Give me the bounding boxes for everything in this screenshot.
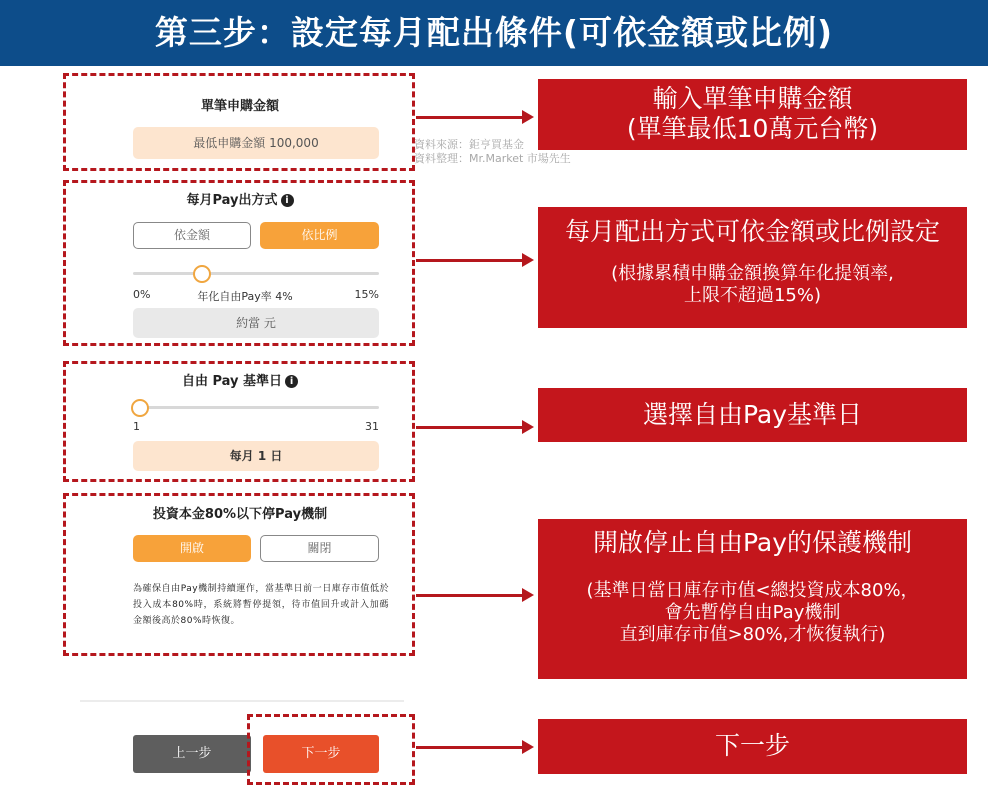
base-date-max-label: 31 (365, 420, 379, 433)
base-date-slider-handle[interactable] (131, 399, 149, 417)
annotation-next-title: 下一步 (714, 731, 790, 760)
stop-mechanism-title: 投資本金80%以下停Pay機制 (152, 507, 328, 522)
base-date-value: 每月 1 日 (133, 441, 379, 471)
arrow-4-head (522, 588, 534, 602)
payout-rate-slider-track[interactable] (133, 272, 379, 275)
annotation-payout-sub-2: 上限不超過15%) (683, 285, 822, 306)
slider-min-label: 0% (133, 288, 151, 301)
payout-rate-label: 年化自由Pay率 4% (197, 290, 293, 303)
base-date-slider-track[interactable] (133, 406, 379, 409)
annotation-amount-title: 輸入單筆申購金額 (652, 84, 853, 113)
next-step-button[interactable]: 下一步 (263, 735, 379, 773)
annotation-base-date-title: 選擇自由Pay基準日 (642, 400, 863, 429)
annotation-payout (538, 207, 967, 328)
stop-mechanism-description: 為確保自由Pay機制持續運作，當基準日前一日庫存市值低於投入成本80%時，系統將暫停提領，待市值回升或計入加碼金額後高於80%時恢復。 (133, 584, 389, 626)
payout-method-title: 每月Pay出方式 (186, 193, 278, 208)
annotation-stop-sub-2: 會先暫停自由Pay機制 (664, 602, 841, 623)
arrow-5-head (522, 740, 534, 754)
annotation-payout-title: 每月配出方式可依金額或比例設定 (564, 217, 940, 246)
base-date-title-row (120, 370, 360, 389)
arrow-2-line (416, 259, 524, 262)
payout-method-title-row (120, 189, 360, 208)
prev-step-button[interactable]: 上一步 (133, 735, 251, 773)
base-date-min-label: 1 (133, 420, 140, 433)
option-by-amount-button[interactable]: 依金額 (133, 222, 251, 249)
annotation-stop-title: 開啟停止自由Pay的保護機制 (592, 528, 913, 557)
equivalent-amount-field: 約當 元 (133, 308, 379, 338)
source-line-1: 資料來源：鉅亨買基金 (414, 138, 524, 151)
annotation-amount (538, 79, 967, 150)
arrow-3-line (416, 426, 524, 429)
divider (80, 700, 404, 702)
annotation-base-date (538, 388, 967, 442)
slider-max-label: 15% (354, 288, 379, 301)
amount-title: 單筆申購金額 (200, 99, 279, 114)
base-date-title: 自由 Pay 基準日 (181, 374, 283, 389)
option-by-ratio-button[interactable]: 依比例 (260, 222, 379, 249)
annotation-payout-sub-1: (根據累積申購金額換算年化提領率, (611, 263, 894, 284)
arrow-1-line (416, 116, 524, 119)
amount-placeholder: 最低申購金額 100,000 (193, 136, 319, 150)
annotation-stop-mechanism (538, 519, 967, 679)
amount-input[interactable] (133, 127, 379, 159)
info-icon[interactable]: i (285, 375, 298, 388)
annotation-stop-sub-3: 直到庫存市值>80%,才恢復執行) (619, 624, 886, 645)
arrow-3-head (522, 420, 534, 434)
arrow-5-line (416, 746, 524, 749)
arrow-1-head (522, 110, 534, 124)
payout-rate-slider-handle[interactable] (193, 265, 211, 283)
annotation-next (538, 719, 967, 774)
stop-off-button[interactable]: 關閉 (260, 535, 379, 562)
stop-on-button[interactable]: 開啟 (133, 535, 251, 562)
annotation-amount-note: (單筆最低10萬元台幣) (626, 114, 879, 143)
annotation-stop-sub-1: (基準日當日庫存市值<總投資成本80%， (586, 580, 919, 601)
page-title: 第三步：設定每月配出條件(可依金額或比例) (0, 0, 988, 66)
arrow-4-line (416, 594, 524, 597)
info-icon[interactable]: i (281, 194, 294, 207)
arrow-2-head (522, 253, 534, 267)
source-line-2: 資料整理：Mr.Market 市場先生 (414, 152, 571, 165)
